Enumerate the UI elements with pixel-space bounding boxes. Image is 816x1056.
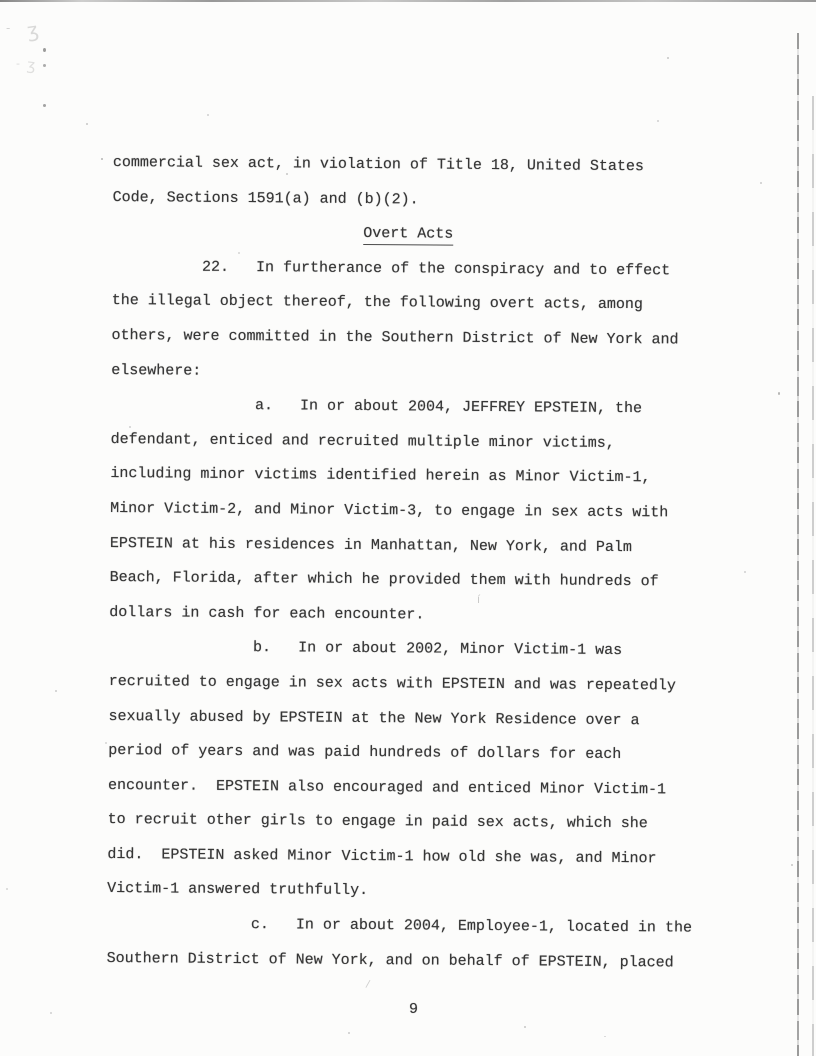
- text-line: 22. In furtherance of the conspiracy and to effect: [111, 257, 671, 280]
- text-line: the illegal object thereof, the following overt acts, among: [111, 292, 643, 314]
- scan-speck: [524, 1026, 526, 1028]
- text-line: period of years and was paid hundreds of dollars for each: [108, 742, 622, 764]
- text-line: Code, Sections 1591(a) and (b)(2).: [112, 188, 419, 208]
- scan-speck: [744, 571, 746, 573]
- scan-speck: [657, 120, 659, 122]
- scan-speck: [186, 612, 188, 614]
- text-line: defendant, enticed and recruited multiple minor victims,: [110, 430, 615, 452]
- scan-speck: [43, 104, 46, 107]
- scan-edge-right-outer: [812, 96, 814, 1056]
- scan-speck: [778, 392, 780, 395]
- text-line: to recruit other girls to engage in paid sex acts, which she: [107, 811, 648, 833]
- scan-edge-top: [0, 0, 816, 2]
- scan-speck: [207, 114, 209, 116]
- text-line: encounter. EPSTEIN also encouraged and enticed Minor Victim-1: [107, 776, 667, 799]
- scan-speck: [86, 123, 88, 125]
- scan-edge-right: [797, 33, 799, 1056]
- document-text: [106, 146, 705, 981]
- scan-mark: ʒ: [26, 55, 37, 75]
- text-line: dollars in cash for each encounter.: [109, 603, 425, 624]
- scan-speck: [43, 64, 46, 67]
- text-line: recruited to engage in sex acts with EPSTEIN and was repeatedly: [108, 672, 676, 695]
- text-line: b. In or about 2002, Minor Victim-1 was: [108, 638, 623, 660]
- scan-speck: [667, 57, 669, 59]
- text-line: commercial sex act, in violation of Title 18, United States: [112, 153, 645, 176]
- scan-speck: [101, 158, 103, 160]
- scan-speck: [43, 48, 46, 52]
- scan-mark: í: [477, 593, 481, 606]
- text-line: including minor victims identified herein as Minor Victim-1,: [110, 465, 651, 487]
- scan-speck: [760, 182, 762, 184]
- scan-speck: [286, 173, 288, 175]
- scan-speck: [50, 1012, 52, 1014]
- scan-mark: -: [16, 57, 20, 70]
- text-line: Victim-1 answered truthfully.: [107, 880, 369, 900]
- text-line: others, were committed in the Southern District of New York and: [111, 326, 679, 349]
- scan-speck: [105, 742, 107, 744]
- scan-speck: [55, 690, 57, 692]
- text-line: sexually abused by EPSTEIN at the New York Residence over a: [108, 707, 640, 729]
- text-line: a. In or about 2004, JEFFREY EPSTEIN, the: [110, 396, 643, 418]
- text-line: elsewhere:: [111, 361, 202, 380]
- scan-speck: [791, 864, 793, 866]
- scan-mark: /: [364, 978, 371, 991]
- scan-speck: [604, 1036, 606, 1037]
- scan-speck: [238, 252, 240, 254]
- text-line: EPSTEIN at his residences in Manhattan, New York, and Palm: [109, 534, 633, 556]
- page-number: 9: [409, 1001, 419, 1018]
- scan-mark: -: [6, 21, 11, 35]
- scan-speck: [6, 888, 8, 890]
- text-line: Minor Victim-2, and Minor Victim-3, to engage in sex acts with: [110, 499, 669, 522]
- text-line: Southern District of New York, and on behalf of EPSTEIN, placed: [106, 949, 674, 972]
- scan-speck: [129, 426, 131, 428]
- text-line: c. In or about 2004, Employee-1, located in the: [106, 915, 693, 937]
- text-line: Beach, Florida, after which he provided them with hundreds of: [109, 569, 659, 591]
- scan-mark: ʒ: [25, 17, 41, 43]
- section-heading-line: [112, 215, 704, 254]
- text-line: did. EPSTEIN asked Minor Victim-1 how old she was, and Minor: [107, 845, 657, 868]
- section-heading: Overt Acts: [363, 225, 453, 246]
- scan-speck: [348, 1032, 350, 1034]
